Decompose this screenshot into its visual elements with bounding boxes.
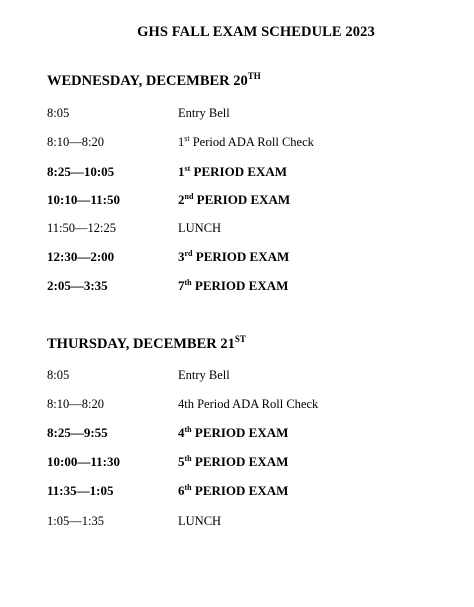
row-time: 8:05 — [47, 106, 70, 120]
row-event-ordinal: th — [184, 454, 192, 463]
row-event-text: PERIOD EXAM — [191, 278, 289, 293]
schedule-row — [0, 397, 474, 415]
row-event — [178, 221, 221, 236]
row-event-number: 4 — [178, 425, 185, 440]
row-event-ordinal: th — [184, 278, 192, 287]
schedule-row — [0, 483, 474, 501]
row-event-ordinal: th — [184, 425, 192, 434]
row-event-text: 4th Period ADA Roll Check — [178, 397, 319, 411]
day-heading-text: THURSDAY, DECEMBER 21 — [47, 336, 235, 352]
row-event — [178, 483, 288, 499]
row-event — [178, 514, 221, 529]
schedule-row — [0, 249, 474, 267]
row-event-ordinal: nd — [184, 192, 194, 201]
row-time: 8:10—8:20 — [47, 397, 104, 411]
row-time: 8:05 — [47, 368, 70, 382]
schedule-row — [0, 514, 474, 532]
row-event — [178, 192, 290, 208]
row-event — [178, 397, 318, 412]
row-time: 11:35—1:05 — [47, 483, 114, 498]
row-time: 10:00—11:30 — [47, 454, 120, 469]
schedule-row — [0, 164, 474, 182]
schedule-row — [0, 106, 474, 124]
row-event-number: 6 — [178, 483, 185, 498]
row-event — [178, 249, 289, 265]
row-event-text: PERIOD EXAM — [191, 483, 289, 498]
row-event-ordinal: th — [184, 483, 192, 492]
day-heading-thursday — [47, 336, 246, 353]
schedule-row — [0, 278, 474, 296]
row-event-text: PERIOD EXAM — [190, 164, 288, 179]
row-event-number: 1 — [178, 164, 185, 179]
row-event-text: LUNCH — [178, 514, 222, 528]
row-time: 10:10—11:50 — [47, 192, 120, 207]
schedule-row — [0, 135, 474, 153]
row-event-text: PERIOD EXAM — [191, 454, 289, 469]
row-event-number: 7 — [178, 278, 185, 293]
schedule-row — [0, 221, 474, 239]
row-event-number: 2 — [178, 192, 185, 207]
row-time: 11:50—12:25 — [47, 221, 116, 235]
row-event-text: LUNCH — [178, 221, 222, 235]
row-event-ordinal: st — [184, 134, 190, 143]
row-event-ordinal: rd — [184, 249, 193, 258]
row-event-number: 1 — [178, 135, 185, 149]
row-event — [178, 425, 288, 441]
row-event-text: PERIOD EXAM — [193, 192, 291, 207]
row-event-text: PERIOD EXAM — [192, 249, 290, 264]
row-time: 1:05—1:35 — [47, 514, 104, 528]
row-event — [178, 135, 314, 150]
day-heading-text: WEDNESDAY, DECEMBER 20 — [47, 73, 248, 89]
row-event-text: Entry Bell — [178, 106, 230, 120]
row-time: 8:25—10:05 — [47, 164, 115, 179]
schedule-row — [0, 192, 474, 210]
row-event — [178, 368, 230, 383]
row-event-text: Period ADA Roll Check — [189, 135, 314, 149]
row-event — [178, 278, 288, 294]
schedule-row — [0, 425, 474, 443]
schedule-row — [0, 454, 474, 472]
row-event — [178, 106, 230, 121]
row-time: 8:25—9:55 — [47, 425, 108, 440]
row-event-text: Entry Bell — [178, 368, 230, 382]
row-event-ordinal: st — [184, 164, 191, 173]
row-time: 12:30—2:00 — [47, 249, 115, 264]
row-event-text: PERIOD EXAM — [191, 425, 289, 440]
row-event-number: 3 — [178, 249, 185, 264]
page-title: GHS FALL EXAM SCHEDULE 2023 — [137, 24, 375, 40]
day-heading-wednesday — [47, 73, 261, 90]
row-event — [178, 454, 288, 470]
row-event — [178, 164, 287, 180]
row-time: 8:10—8:20 — [47, 135, 104, 149]
schedule-row — [0, 368, 474, 386]
day-heading-suffix: ST — [234, 334, 246, 344]
row-event-number: 5 — [178, 454, 185, 469]
row-time: 2:05—3:35 — [47, 278, 108, 293]
day-heading-suffix: TH — [247, 71, 261, 81]
